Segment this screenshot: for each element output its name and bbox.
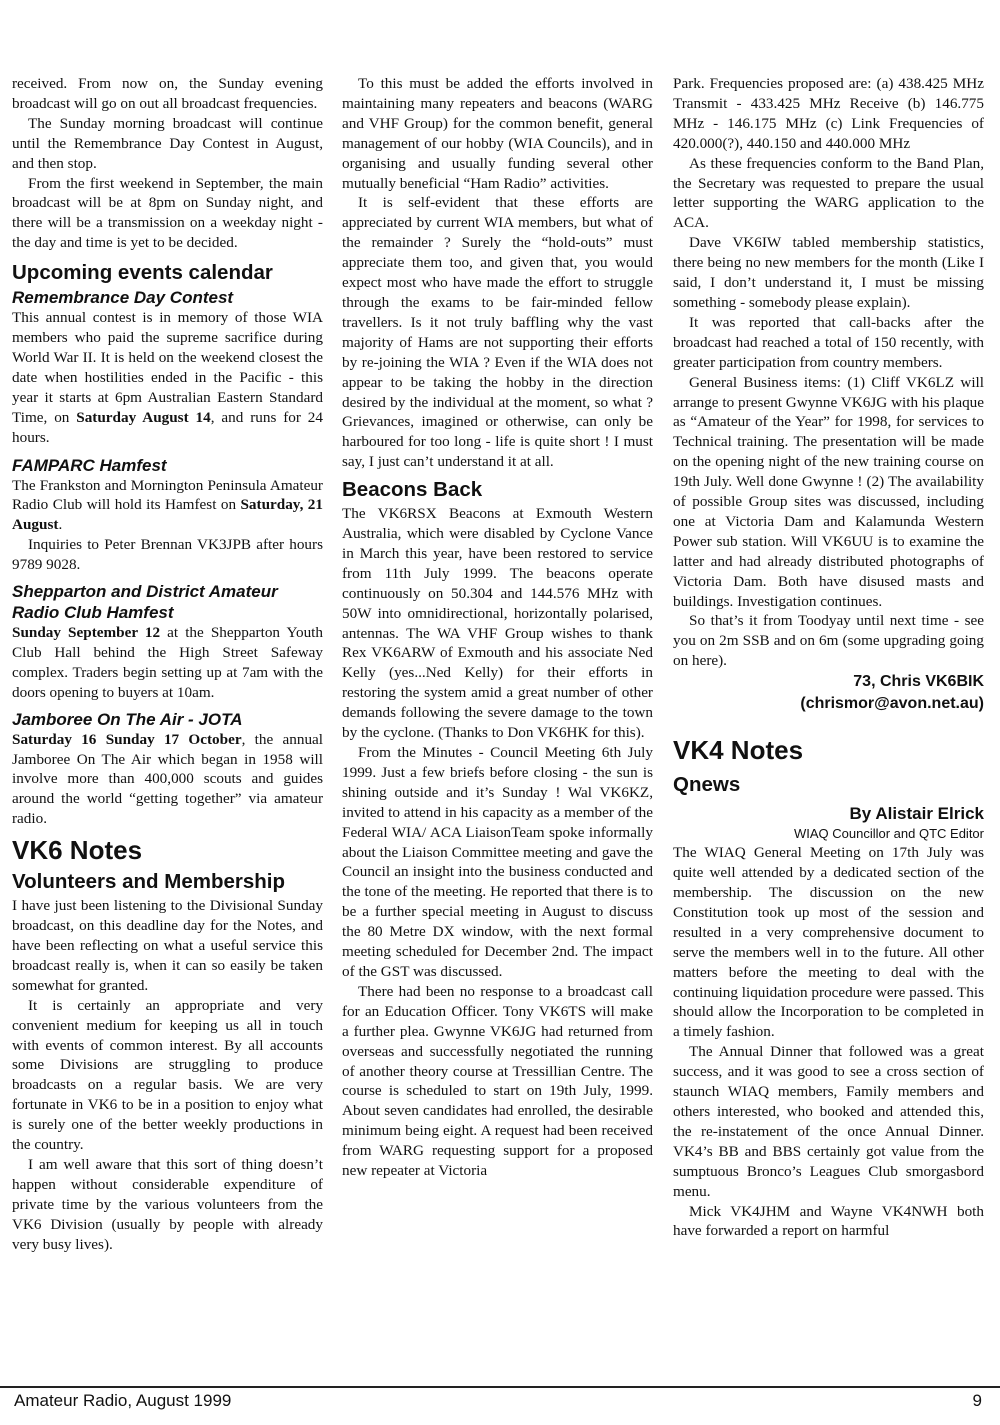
- column-1: [12, 74, 323, 1255]
- paragraph: I have just been listening to the Divisional Sunday broadcast, on this deadline day for the Notes, and have been reflecting on what a useful service this broadcast really is, when it can so easily be taken somewhat for granted.: [12, 897, 323, 994]
- paragraph: It is certainly an appropriate and very convenient medium for keeping us all in touch with events of common interest. By all accounts some Divisions are struggling to produce broadcasts on a regular basis. We are very fortunate in VK6 to be in a position to enjoy what is surely one of the better weekly productions in the country.: [12, 996, 323, 1154]
- paragraph: General Business items: (1) Cliff VK6LZ will arrange to present Gwynne VK6JG with his plaque as “Amateur of the Year” for 1998, for services to Technical training. The presentation will be made on the opening night of the new training course on 19th July. Well done Gwynne ! (2) The availability of possible Group sites was discussed, including one at Victoria Dam and Kalamunda Western Power sub station. Will VK6UU is to examine the latter and had already distributed photographs of Victoria Dam. Both have disused masts and buildings. Investigation continues.: [673, 373, 984, 610]
- paragraph: The Annual Dinner that followed was a great success, and it was good to see a cross section of staunch WIAQ members, Family members and others interested, who booked and attended this, the re-instatement of the once Annual Dinner. VK4’s BB and BBS certainly got value from the sumptuous Bronco’s Leagues Club smorgasbord menu.: [673, 1043, 984, 1200]
- paragraph: received. From now on, the Sunday evening broadcast will go on out all broadcast frequencies.: [12, 75, 323, 112]
- paragraph: I am well aware that this sort of thing doesn’t happen without considerable expenditure of private time by the various volunteers from the VK6 Division (usually by people with already very busy lives).: [12, 1155, 323, 1253]
- paragraph: The WIAQ General Meeting on 17th July was quite well attended by a dedicated section of the membership. The discussion on the new Constitution took up most of the session and resulted in a very comprehensive document to serve the members well in to the future. All other matters before the meeting to deal with the continuing liquidation procedure were passed. This should allow the Incorporation to be completed in a timely fashion.: [673, 844, 984, 1041]
- footer-divider: [0, 1386, 1000, 1388]
- column-2: [342, 74, 653, 1181]
- paragraph: To this must be added the efforts involved in maintaining many repeaters and beacons (WARG and VHF Group) for the common benefit, general management of our hobby (WIA Councils), and in organising and usually funding several other mutually beneficial “Ham Radio” activities.: [342, 75, 653, 192]
- section-heading-beacons: Beacons Back: [342, 478, 483, 502]
- paragraph: Park. Frequencies proposed are: (a) 438.425 MHz Transmit - 433.425 MHz Receive (b) 146.775 MHz - 146.175 MHz (c) Link Frequencies of 420.000(?), 440.150 and 440.000 MHz: [673, 75, 984, 152]
- subheading-famparc: FAMPARC Hamfest: [12, 455, 167, 475]
- paragraph: So that’s it from Toodyay until next time - see you on 2m SSB and on 6m (some upgrading going on here).: [673, 612, 984, 670]
- subheading-remembrance-day: Remembrance Day Contest: [12, 288, 234, 308]
- byline-affiliation: WIAQ Councillor and QTC Editor: [793, 826, 984, 842]
- paragraph: There had been no response to a broadcast call for an Education Officer. Tony VK6TS will make a further plea. Gwynne VK6JG had returned from overseas and successfully negotiated the running of another theory course at Tressillian Centre. The course is scheduled to start on 19th July, 1999. About seven candidates had enrolled, the desirable minimum being eight. A request had been received from WARG requesting support for a proposed new repeater at Victoria: [342, 982, 653, 1180]
- paragraph: From the first weekend in September, the main broadcast will be at 8pm on Sunday night, and there will be a transmission on a weekday night - the day and time is yet to be decided.: [12, 174, 323, 252]
- paragraph: Mick VK4JHM and Wayne VK4NWH both have forwarded a report on harmful: [673, 1202, 984, 1240]
- paragraph: Saturday 16 Sunday 17 October, the annual Jamboree On The Air which began in 1958 will involve more than 400,000 scouts and guides around the world “getting together” via amateur radio.: [12, 730, 323, 828]
- paragraph: It was reported that call-backs after the broadcast had reached a total of 150 recently, with greater participation from country members.: [673, 313, 984, 371]
- paragraph: Sunday September 12 at the Shepparton Youth Club Hall behind the High Street Safeway complex. Traders begin setting up at 7am with the doors opening to buyers at 10am.: [12, 624, 323, 701]
- section-heading-events: Upcoming events calendar: [12, 261, 273, 285]
- column-3: [673, 74, 984, 1241]
- paragraph: This annual contest is in memory of those WIA members who paid the supreme sacrifice during World War II. It is held on the weekend closest the date when hostilities ended in the Pacific - this year it starts at 6pm Australian Eastern Standard Time, on Saturday August 14, and runs for 24 hours.: [12, 309, 323, 446]
- signature-name: 73, Chris VK6BIK: [853, 673, 984, 691]
- section-heading-vk4: VK4 Notes: [673, 735, 804, 766]
- paragraph: As these frequencies conform to the Band Plan, the Secretary was requested to prepare the usual letter supporting the WARG application to the ACA.: [673, 154, 984, 232]
- subheading-volunteers: Volunteers and Membership: [12, 870, 286, 894]
- paragraph: Inquiries to Peter Brennan VK3JPB after hours 9789 9028.: [12, 536, 323, 574]
- paragraph: Dave VK6IW tabled membership statistics, there being no new members for the month (Like I said, I don’t understand it, I must be missing something - somebody please explain).: [673, 234, 984, 311]
- subheading-shepparton: Shepparton and District Amateur Radio Club Hamfest: [12, 582, 278, 623]
- paragraph: The VK6RSX Beacons at Exmouth Western Australia, which were disabled by Cyclone Vance in March this year, have been restored to service from 11th July 1999. The beacons operate continuously on 50.304 and 144.576 MHz with 50W into omnidirectional, horizontally polarised, antennas. The WA VHF Group wishes to thank Rex VK6ARW of Exmouth and his associate Ned Kelly (yes...Ned Kelly) for their efforts in restoring the system amid a great number of other demands following the severe damage to the town by the cyclone. (Thanks to Don VK6HK for this).: [342, 505, 653, 742]
- page-number: 9: [972, 1391, 982, 1410]
- paragraph: The Frankston and Mornington Peninsula Amateur Radio Club will hold its Hamfest on Saturday, 21 August.: [12, 476, 323, 534]
- paragraph: It is self-evident that these efforts are appreciated by current WIA members, but what of the remainder ? Surely the “hold-outs” must appreciate them too, and given that, you would expect most who have made the effort to struggle through the exams to be fair-minded fellow travellers. Is it not truly baffling why the vast majority of Hams are not supporting their efforts by re-joining the WIA ? Even if the WIA does not appear to be taking the hobby in the direction desired by the individual at the moment, so what ? Grievances, imagined or otherwise, can only be harboured for too long - life is quite short ! I must say, I just can’t understand it at all.: [342, 194, 653, 471]
- paragraph: From the Minutes - Council Meeting 6th July 1999. Just a few briefs before closing - the sun is shining outside and it’s Sunday ! Wal VK6KZ, invited to attend in his capacity as a member of the Federal WIA/ ACA LiaisonTeam spoke informally about the Liaison Committee meeting and gave the Council an insight into the business conducted and the tone of the meeting. He reported that there is to be a further special meeting in August to discuss the 80 Metre DX window, with the next formal meeting scheduled for December 2nd. The impact of the GST was discussed.: [342, 744, 653, 980]
- paragraph: The Sunday morning broadcast will continue until the Remembrance Day Contest in August, and then stop.: [12, 114, 323, 172]
- subheading-qnews: Qnews: [673, 773, 741, 797]
- byline: By Alistair Elrick: [849, 804, 984, 824]
- subheading-jota: Jamboree On The Air - JOTA: [12, 709, 243, 729]
- footer-publication: Amateur Radio, August 1999: [14, 1391, 232, 1410]
- section-heading-vk6: VK6 Notes: [12, 835, 143, 866]
- signature-email: (chrismor@avon.net.au): [800, 695, 984, 713]
